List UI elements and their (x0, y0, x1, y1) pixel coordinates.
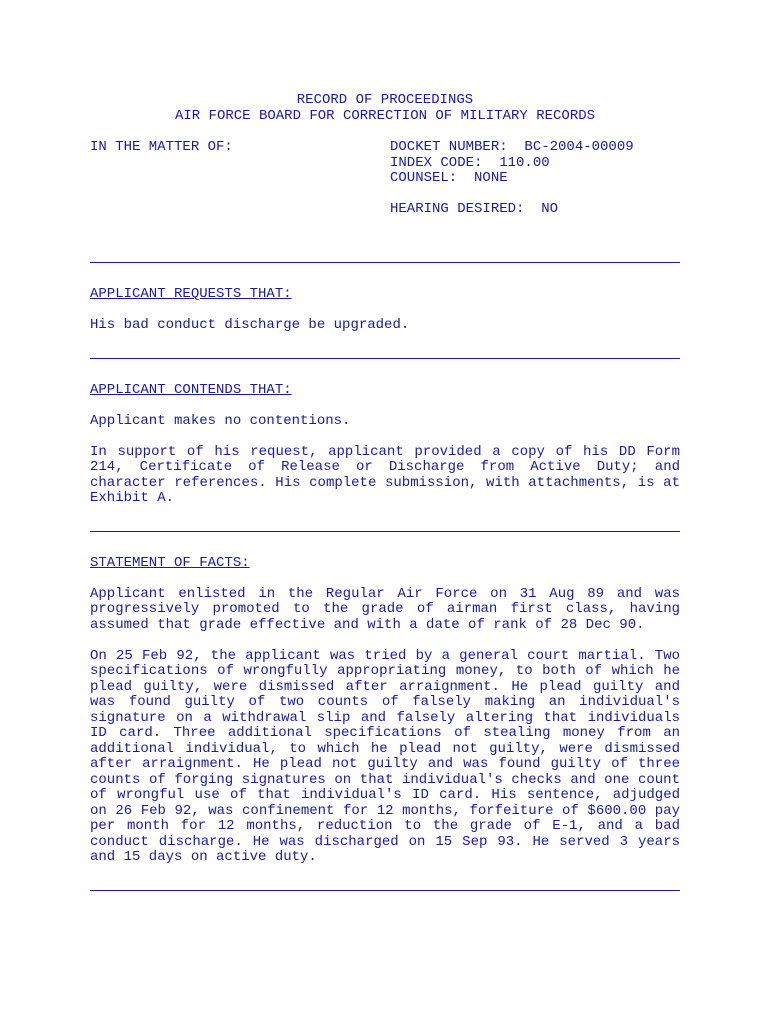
support-paragraph: In support of his request, applicant provided a copy of his DD Form 214, Certificate of Release or Discharge from Active Duty; and character references. His complete submission, with attachments, is at Exhibit A. (90, 443, 680, 506)
matter-label: IN THE MATTER OF: (90, 139, 233, 155)
case-info (390, 140, 634, 218)
divider (90, 262, 680, 263)
counsel: COUNSEL: NONE (390, 170, 508, 186)
header-subtitle: AIR FORCE BOARD FOR CORRECTION OF MILITARY RECORDS (174, 107, 596, 124)
requests-text: His bad conduct discharge be upgraded. (90, 317, 410, 333)
facts-paragraph-2: On 25 Feb 92, the applicant was tried by a general court martial. Two specifications of wrongfully appropriating money, to both of which he plead guilty, were dismissed after arraignment. He plead guilty and was found guilty of two counts of falsely making an individual's signature on a withdrawal slip and falsely altering that individuals ID card. Three additional specifications of stealing money from an additional individual, to which he plead not guilty, were dismissed after arraignment. He plead not guilty and was found guilty of three counts of forging signatures on that individual's checks and one count of wrongful use of that individual's ID card. His sentence, adjudged on 26 Feb 92, was confinement for 12 months, forfeiture of $600.00 pay per month for 12 months, reduction to the grade of E-1, and a bad conduct discharge. He was discharged on 15 Sep 93. He served 3 years and 15 days on active duty. (90, 647, 680, 865)
requests-heading: APPLICANT REQUESTS THAT: (90, 286, 292, 302)
header-title: RECORD OF PROCEEDINGS (296, 92, 474, 108)
hearing-desired: HEARING DESIRED: NO (390, 201, 559, 217)
document-page (90, 93, 680, 891)
docket-number: DOCKET NUMBER: BC-2004-00009 (390, 139, 634, 155)
matter-block (90, 140, 680, 262)
facts-heading: STATEMENT OF FACTS: (90, 554, 250, 571)
index-code: INDEX CODE: 110.00 (390, 154, 550, 171)
contends-paragraph: Applicant makes no contentions. (90, 412, 351, 429)
divider (90, 890, 680, 891)
divider (90, 531, 680, 532)
facts-paragraph-1: Applicant enlisted in the Regular Air Force on 31 Aug 89 and was progressively promoted to the grade of airman first class, having assumed that grade effective and with a date of rank of 28 Dec 90. (90, 585, 680, 633)
contends-heading: APPLICANT CONTENDS THAT: (90, 381, 292, 398)
divider (90, 358, 680, 359)
